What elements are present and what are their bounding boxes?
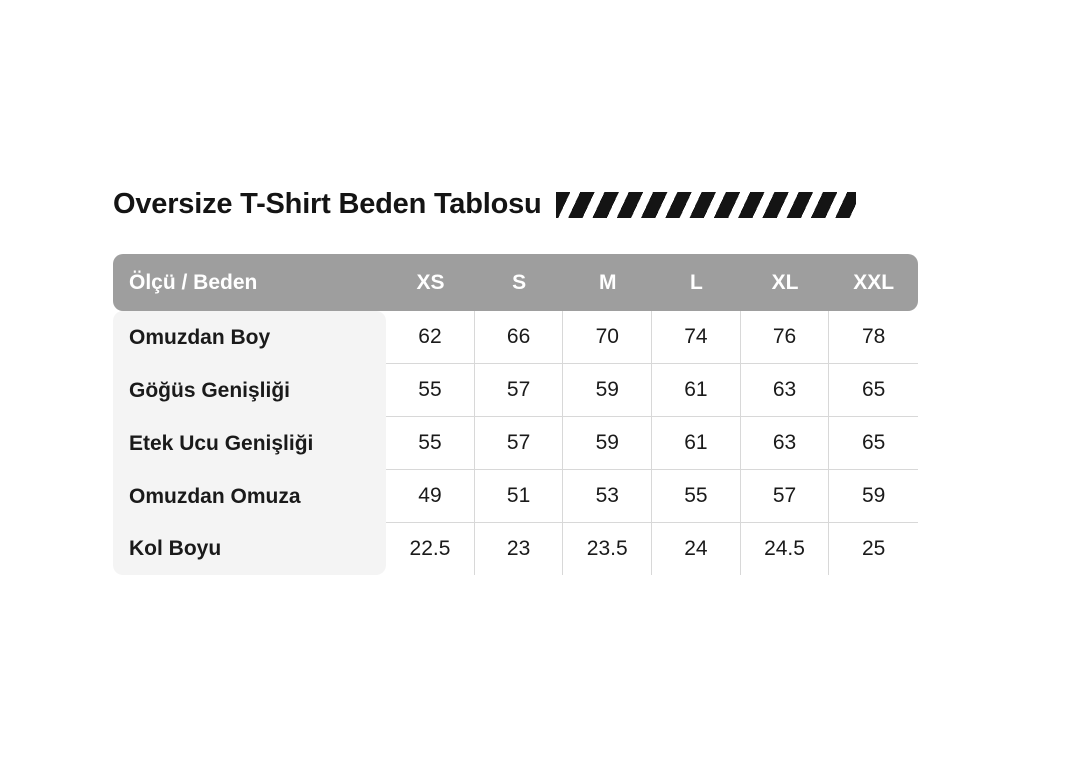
cell-value: 25 (829, 523, 918, 575)
column-header-s: S (475, 254, 564, 311)
page-title: Oversize T-Shirt Beden Tablosu (113, 188, 542, 220)
cell-value: 55 (386, 364, 475, 417)
cell-value: 74 (652, 311, 741, 364)
cell-value: 24.5 (741, 523, 830, 575)
title-row (113, 188, 856, 221)
cell-value: 24 (652, 523, 741, 575)
cell-value: 65 (829, 417, 918, 470)
cell-value: 49 (386, 470, 475, 523)
cell-value: 61 (652, 364, 741, 417)
column-header-xxl: XXL (829, 254, 918, 311)
cell-value: 57 (741, 470, 830, 523)
table-row (113, 364, 918, 417)
table-row (113, 470, 918, 523)
table-row (113, 417, 918, 470)
column-header-m: M (563, 254, 652, 311)
cell-value: 23 (475, 523, 564, 575)
cell-value: 53 (563, 470, 652, 523)
cell-value: 70 (563, 311, 652, 364)
cell-value: 55 (386, 417, 475, 470)
size-table-container (113, 254, 918, 575)
cell-value: 63 (741, 417, 830, 470)
column-header-l: L (652, 254, 741, 311)
column-header-measure: Ölçü / Beden (113, 254, 386, 311)
row-label-etek-ucu-genisligi: Etek Ucu Genişliği (113, 417, 386, 470)
cell-value: 57 (475, 417, 564, 470)
cell-value: 76 (741, 311, 830, 364)
table-row (113, 311, 918, 364)
size-table (113, 254, 918, 575)
table-row (113, 523, 918, 575)
cell-value: 59 (563, 417, 652, 470)
cell-value: 66 (475, 311, 564, 364)
column-header-xs: XS (386, 254, 475, 311)
cell-value: 61 (652, 417, 741, 470)
row-label-omuzdan-omuza: Omuzdan Omuza (113, 470, 386, 523)
table-body (113, 311, 918, 575)
cell-value: 22.5 (386, 523, 475, 575)
table-header (113, 254, 918, 311)
cell-value: 59 (563, 364, 652, 417)
cell-value: 62 (386, 311, 475, 364)
cell-value: 63 (741, 364, 830, 417)
diagonal-stripes-decoration (556, 192, 856, 218)
cell-value: 23.5 (563, 523, 652, 575)
cell-value: 78 (829, 311, 918, 364)
cell-value: 55 (652, 470, 741, 523)
cell-value: 65 (829, 364, 918, 417)
cell-value: 57 (475, 364, 564, 417)
cell-value: 51 (475, 470, 564, 523)
column-header-xl: XL (741, 254, 830, 311)
cell-value: 59 (829, 470, 918, 523)
row-label-gogus-genisligi: Göğüs Genişliği (113, 364, 386, 417)
row-label-kol-boyu: Kol Boyu (113, 523, 386, 575)
table-header-row (113, 254, 918, 311)
row-label-omuzdan-boy: Omuzdan Boy (113, 311, 386, 364)
